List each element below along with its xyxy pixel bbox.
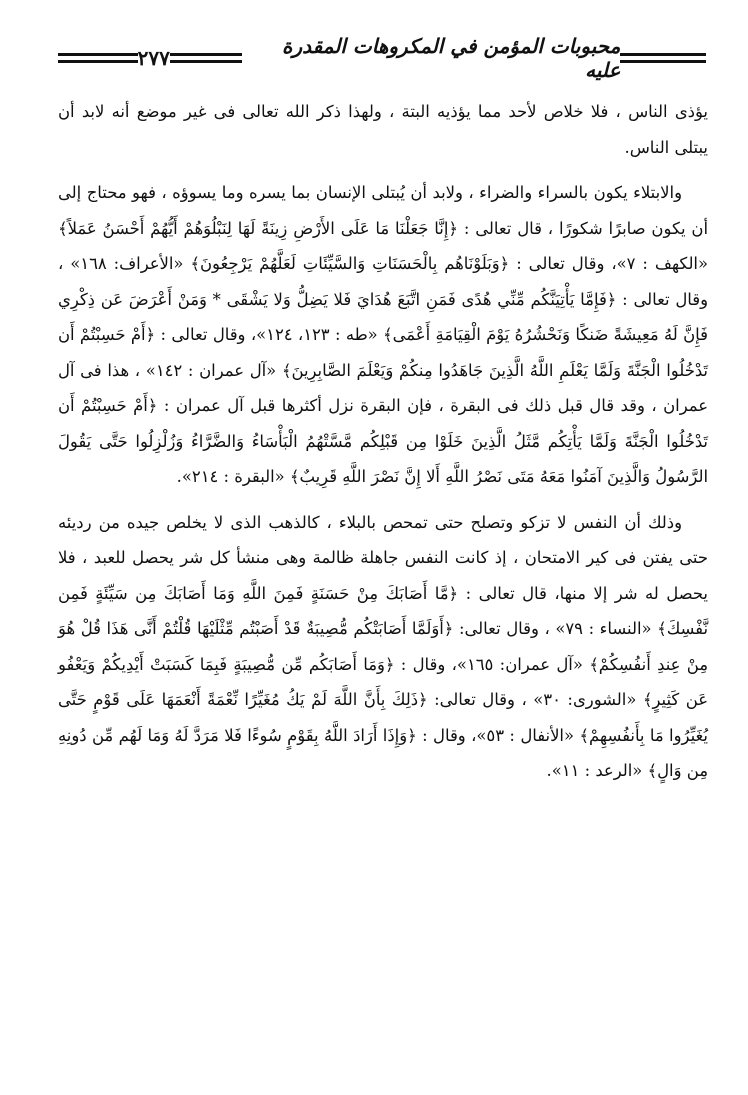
page-body (58, 94, 708, 799)
paragraph-3: وذلك أن النفس لا تزكو وتصلح حتى تمحص بالبلاء ، كالذهب الذى لا يخلص جيده من رديئه حتى يفتن فى كير الامتحان ، إذ كانت النفس جاهلة ظالمة وهى منشأ كل شر يحصل للعبد ، فلا يحصل له شر إلا منها، قال تعالى : ﴿مَّا أَصَابَكَ مِنْ حَسَنَةٍ فَمِنَ اللَّهِ وَمَا أَصَابَكَ مِن سَيِّئَةٍ فَمِن نَّفْسِكَ﴾ «النساء : ٧٩» ، وقال تعالى: ﴿أَوَلَمَّا أَصَابَتْكُم مُّصِيبَةٌ قَدْ أَصَبْتُم مِّثْلَيْهَا قُلْتُمْ أَنَّى هَذَا قُلْ هُوَ مِنْ عِندِ أَنفُسِكُمْ﴾ «آل عمران: ١٦٥»، وقال : ﴿وَمَا أَصَابَكُم مِّن مُّصِيبَةٍ فَبِمَا كَسَبَتْ أَيْدِيكُمْ وَيَعْفُو عَن كَثِيرٍ﴾ «الشورى: ٣٠» ، وقال تعالى: ﴿ذَلِكَ بِأَنَّ اللَّهَ لَمْ يَكُ مُغَيِّرًا نِّعْمَةً أَنْعَمَهَا عَلَى قَوْمٍ حَتَّى يُغَيِّرُوا مَا بِأَنفُسِهِمْ﴾ «الأنفال : ٥٣»، وقال : ﴿وَإِذَا أَرَادَ اللَّهُ بِقَوْمٍ سُوءًا فَلا مَرَدَّ لَهُ وَمَا لَهُم مِّن دُونِهِ مِن وَالٍ﴾ «الرعد : ١١». (58, 512, 709, 780)
page-header (58, 34, 706, 82)
running-title: محبوبات المؤمن في المكروهات المقدرة عليه (281, 34, 621, 82)
paragraph-1: يؤذى الناس ، فلا خلاص لأحد مما يؤذيه البتة ، ولهذا ذكر الله تعالى فى غير موضع أنه لابد أن يبتلى الناس. (58, 102, 708, 157)
page-number: ٢٧٧ (137, 46, 170, 70)
header-rule-middle (170, 53, 242, 63)
header-rule-left (58, 53, 138, 63)
paragraph-2: والابتلاء يكون بالسراء والضراء ، ولابد أن يُبتلى الإنسان بما يسره وما يسوؤه ، فهو محتاج إلى أن يكون صابرًا شكورًا ، قال تعالى : ﴿إِنَّا جَعَلْنَا مَا عَلَى الأَرْضِ زِينَةً لَهَا لِنَبْلُوَهُمْ أَيُّهُمْ أَحْسَنُ عَمَلاً﴾ «الكهف : ٧»، وقال تعالى : ﴿وَبَلَوْنَاهُم بِالْحَسَنَاتِ وَالسَّيِّئَاتِ لَعَلَّهُمْ يَرْجِعُونَ﴾ «الأعراف: ١٦٨» ، وقال تعالى : ﴿فَإِمَّا يَأْتِيَنَّكُم مِّنِّي هُدًى فَمَنِ اتَّبَعَ هُدَايَ فَلا يَضِلُّ وَلا يَشْقَى * وَمَنْ أَعْرَضَ عَن ذِكْرِي فَإِنَّ لَهُ مَعِيشَةً ضَنكًا وَنَحْشُرُهُ يَوْمَ الْقِيَامَةِ أَعْمَى﴾ «طه : ١٢٣، ١٢٤»، وقال تعالى : ﴿أَمْ حَسِبْتُمْ أَن تَدْخُلُوا الْجَنَّةَ وَلَمَّا يَعْلَمِ اللَّهُ الَّذِينَ جَاهَدُوا مِنكُمْ وَيَعْلَمَ الصَّابِرِينَ﴾ «آل عمران : ١٤٢» ، هذا فى آل عمران ، وقد قال قبل ذلك فى البقرة ، فإن البقرة نزل أكثرها قبل آل عمران : ﴿أَمْ حَسِبْتُمْ أَن تَدْخُلُوا الْجَنَّةَ وَلَمَّا يَأْتِكُم مَّثَلُ الَّذِينَ خَلَوْا مِن قَبْلِكُم مَّسَّتْهُمُ الْبَأْسَاءُ وَالضَّرَّاءُ وَزُلْزِلُوا حَتَّى يَقُولَ الرَّسُولُ وَالَّذِينَ آمَنُوا مَعَهُ مَتَى نَصْرُ اللَّهِ أَلا إِنَّ نَصْرَ اللَّهِ قَرِيبٌ﴾ «البقرة : ٢١٤». (58, 183, 709, 486)
header-rule-right (620, 53, 706, 63)
